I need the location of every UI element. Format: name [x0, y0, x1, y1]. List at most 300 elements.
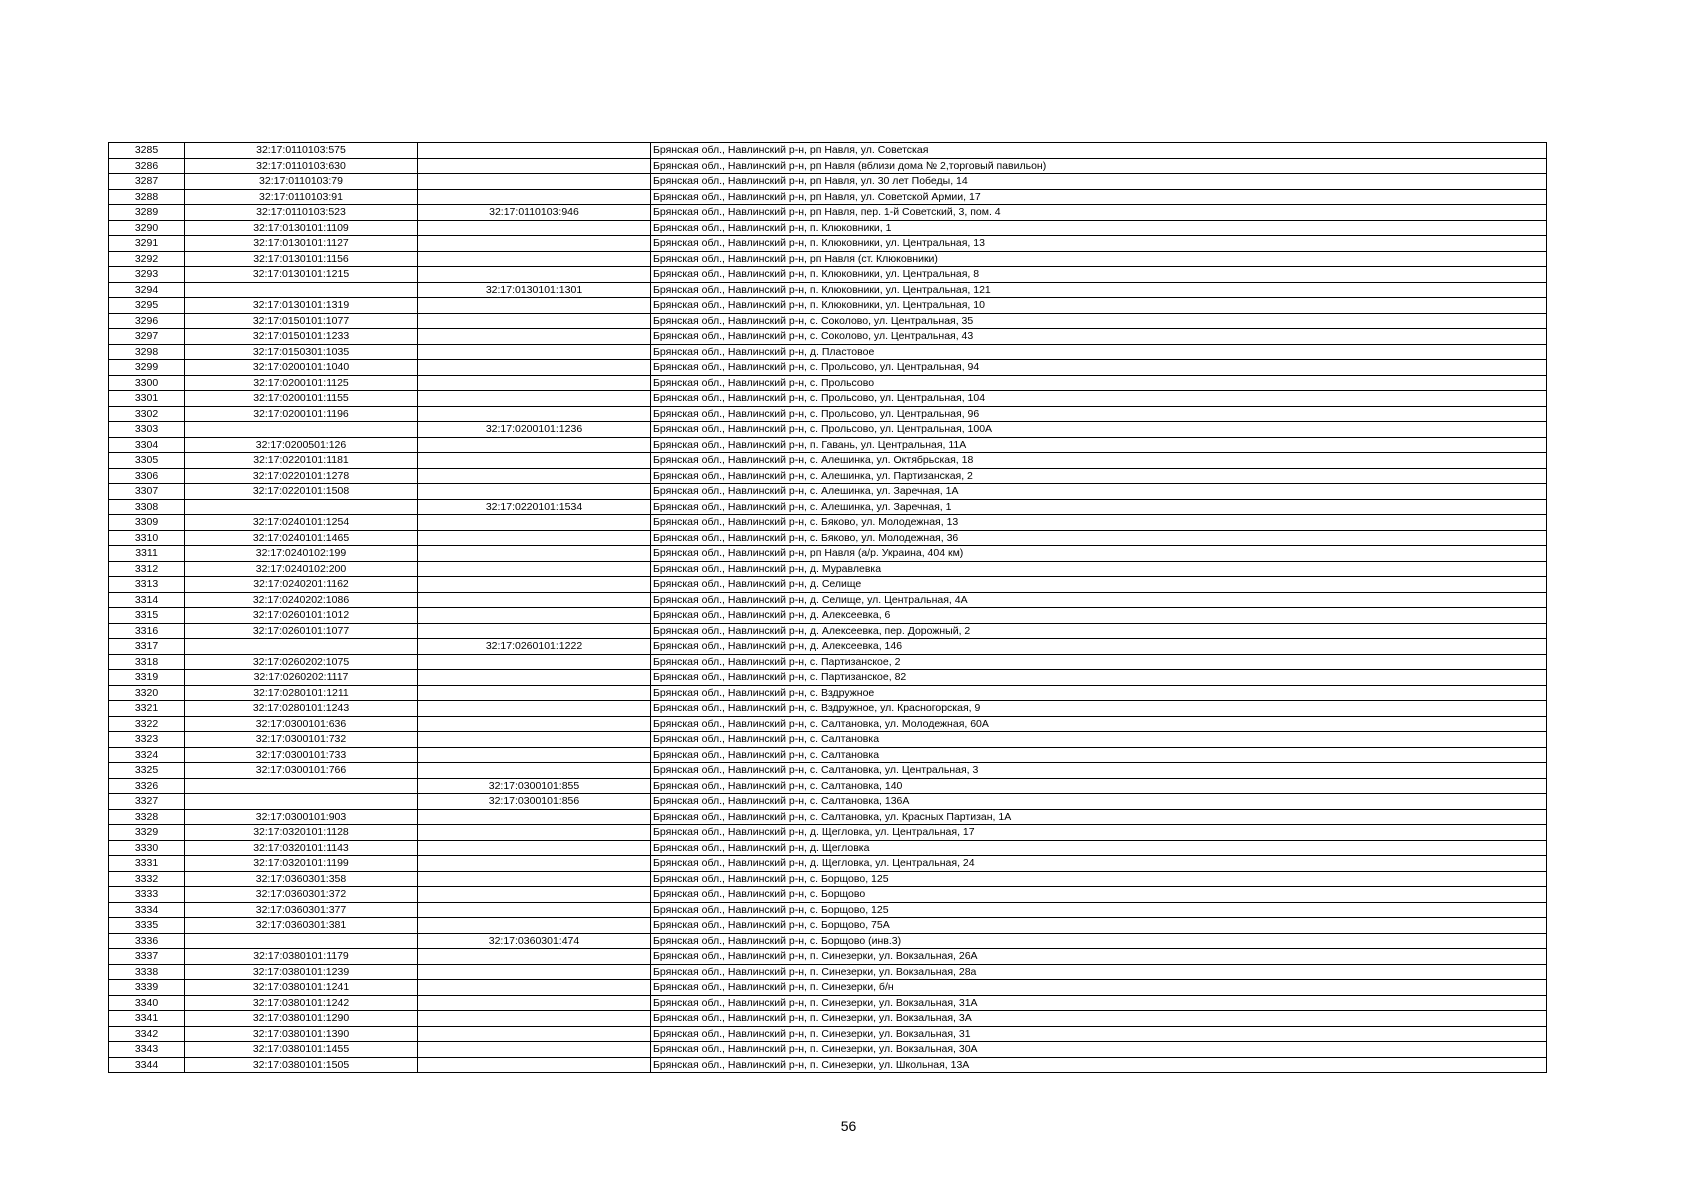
table-row — [109, 639, 1547, 655]
cadastral-number-cell: 32:17:0300101:733 — [185, 747, 418, 763]
address-cell: Брянская обл., Навлинский р-н, с. Прольсово, ул. Центральная, 100А — [651, 422, 1547, 438]
property-table — [108, 142, 1547, 1073]
related-cadastral-number-cell — [418, 1026, 651, 1042]
related-cadastral-number-cell — [418, 577, 651, 593]
row-number-cell: 3334 — [109, 902, 185, 918]
table-row — [109, 143, 1547, 159]
row-number-cell: 3300 — [109, 375, 185, 391]
cadastral-number-cell: 32:17:0240102:200 — [185, 561, 418, 577]
table-row — [109, 375, 1547, 391]
table-row — [109, 980, 1547, 996]
table-row — [109, 1026, 1547, 1042]
address-cell: Брянская обл., Навлинский р-н, д. Щегловка, ул. Центральная, 24 — [651, 856, 1547, 872]
cadastral-number-cell: 32:17:0380101:1455 — [185, 1042, 418, 1058]
page-number: 56 — [840, 1118, 857, 1134]
related-cadastral-number-cell — [418, 623, 651, 639]
address-cell: Брянская обл., Навлинский р-н, д. Щегловка, ул. Центральная, 17 — [651, 825, 1547, 841]
address-cell: Брянская обл., Навлинский р-н, рп Навля (вблизи дома № 2,торговый павильон) — [651, 158, 1547, 174]
related-cadastral-number-cell — [418, 437, 651, 453]
cadastral-number-cell — [185, 794, 418, 810]
row-number-cell: 3290 — [109, 220, 185, 236]
row-number-cell: 3297 — [109, 329, 185, 345]
table-row — [109, 794, 1547, 810]
address-cell: Брянская обл., Навлинский р-н, с. Алешинка, ул. Партизанская, 2 — [651, 468, 1547, 484]
related-cadastral-number-cell — [418, 685, 651, 701]
cadastral-number-cell: 32:17:0110103:79 — [185, 174, 418, 190]
table-row — [109, 933, 1547, 949]
row-number-cell: 3318 — [109, 654, 185, 670]
table-row — [109, 422, 1547, 438]
table-row — [109, 313, 1547, 329]
address-cell: Брянская обл., Навлинский р-н, рп Навля (а/р. Украина, 404 км) — [651, 546, 1547, 562]
cadastral-number-cell: 32:17:0300101:732 — [185, 732, 418, 748]
row-number-cell: 3289 — [109, 205, 185, 221]
table-row — [109, 406, 1547, 422]
cadastral-number-cell: 32:17:0320101:1143 — [185, 840, 418, 856]
address-cell: Брянская обл., Навлинский р-н, рп Навля, ул. Советской Армии, 17 — [651, 189, 1547, 205]
address-cell: Брянская обл., Навлинский р-н, с. Салтановка, ул. Центральная, 3 — [651, 763, 1547, 779]
address-cell: Брянская обл., Навлинский р-н, д. Алексеевка, 146 — [651, 639, 1547, 655]
cadastral-number-cell: 32:17:0240101:1254 — [185, 515, 418, 531]
address-cell: Брянская обл., Навлинский р-н, д. Щегловка — [651, 840, 1547, 856]
address-cell: Брянская обл., Навлинский р-н, с. Прольсово — [651, 375, 1547, 391]
cadastral-number-cell: 32:17:0130101:1319 — [185, 298, 418, 314]
related-cadastral-number-cell — [418, 732, 651, 748]
row-number-cell: 3305 — [109, 453, 185, 469]
address-cell: Брянская обл., Навлинский р-н, с. Прольсово, ул. Центральная, 104 — [651, 391, 1547, 407]
related-cadastral-number-cell — [418, 592, 651, 608]
related-cadastral-number-cell — [418, 174, 651, 190]
cadastral-number-cell: 32:17:0380101:1179 — [185, 949, 418, 965]
cadastral-number-cell: 32:17:0240102:199 — [185, 546, 418, 562]
cadastral-number-cell: 32:17:0200501:126 — [185, 437, 418, 453]
cadastral-number-cell: 32:17:0150301:1035 — [185, 344, 418, 360]
row-number-cell: 3316 — [109, 623, 185, 639]
table-row — [109, 623, 1547, 639]
address-cell: Брянская обл., Навлинский р-н, п. Синезерки, ул. Вокзальная, 31А — [651, 995, 1547, 1011]
row-number-cell: 3335 — [109, 918, 185, 934]
address-cell: Брянская обл., Навлинский р-н, п. Синезерки, ул. Вокзальная, 26А — [651, 949, 1547, 965]
table-row — [109, 1057, 1547, 1073]
table-row — [109, 918, 1547, 934]
row-number-cell: 3322 — [109, 716, 185, 732]
row-number-cell: 3306 — [109, 468, 185, 484]
row-number-cell: 3286 — [109, 158, 185, 174]
table-row — [109, 856, 1547, 872]
cadastral-number-cell: 32:17:0380101:1505 — [185, 1057, 418, 1073]
cadastral-number-cell: 32:17:0110103:523 — [185, 205, 418, 221]
address-cell: Брянская обл., Навлинский р-н, с. Салтановка, 136А — [651, 794, 1547, 810]
table-row — [109, 236, 1547, 252]
cadastral-number-cell: 32:17:0380101:1239 — [185, 964, 418, 980]
related-cadastral-number-cell — [418, 654, 651, 670]
related-cadastral-number-cell — [418, 918, 651, 934]
cadastral-number-cell: 32:17:0300101:903 — [185, 809, 418, 825]
related-cadastral-number-cell — [418, 561, 651, 577]
cadastral-number-cell: 32:17:0220101:1181 — [185, 453, 418, 469]
table-row — [109, 763, 1547, 779]
address-cell: Брянская обл., Навлинский р-н, с. Борщово (инв.3) — [651, 933, 1547, 949]
row-number-cell: 3338 — [109, 964, 185, 980]
row-number-cell: 3343 — [109, 1042, 185, 1058]
row-number-cell: 3287 — [109, 174, 185, 190]
table-row — [109, 546, 1547, 562]
cadastral-number-cell: 32:17:0280101:1211 — [185, 685, 418, 701]
row-number-cell: 3327 — [109, 794, 185, 810]
related-cadastral-number-cell — [418, 298, 651, 314]
cadastral-number-cell: 32:17:0260202:1075 — [185, 654, 418, 670]
row-number-cell: 3325 — [109, 763, 185, 779]
row-number-cell: 3285 — [109, 143, 185, 159]
table-row — [109, 995, 1547, 1011]
cadastral-number-cell: 32:17:0130101:1156 — [185, 251, 418, 267]
related-cadastral-number-cell — [418, 158, 651, 174]
property-table-body — [109, 143, 1547, 1073]
table-row — [109, 189, 1547, 205]
related-cadastral-number-cell — [418, 763, 651, 779]
address-cell: Брянская обл., Навлинский р-н, с. Алешинка, ул. Заречная, 1 — [651, 499, 1547, 515]
related-cadastral-number-cell: 32:17:0200101:1236 — [418, 422, 651, 438]
related-cadastral-number-cell — [418, 484, 651, 500]
row-number-cell: 3332 — [109, 871, 185, 887]
table-row — [109, 840, 1547, 856]
row-number-cell: 3288 — [109, 189, 185, 205]
row-number-cell: 3315 — [109, 608, 185, 624]
table-row — [109, 515, 1547, 531]
cadastral-number-cell: 32:17:0360301:372 — [185, 887, 418, 903]
related-cadastral-number-cell — [418, 189, 651, 205]
table-row — [109, 670, 1547, 686]
address-cell: Брянская обл., Навлинский р-н, с. Бяково, ул. Молодежная, 36 — [651, 530, 1547, 546]
table-row — [109, 732, 1547, 748]
table-row — [109, 685, 1547, 701]
table-row — [109, 561, 1547, 577]
address-cell: Брянская обл., Навлинский р-н, с. Салтановка, ул. Молодежная, 60А — [651, 716, 1547, 732]
cadastral-number-cell: 32:17:0130101:1215 — [185, 267, 418, 283]
address-cell: Брянская обл., Навлинский р-н, д. Селище, ул. Центральная, 4А — [651, 592, 1547, 608]
row-number-cell: 3312 — [109, 561, 185, 577]
related-cadastral-number-cell — [418, 468, 651, 484]
row-number-cell: 3342 — [109, 1026, 185, 1042]
cadastral-number-cell: 32:17:0150101:1233 — [185, 329, 418, 345]
address-cell: Брянская обл., Навлинский р-н, п. Синезерки, ул. Вокзальная, 31 — [651, 1026, 1547, 1042]
address-cell: Брянская обл., Навлинский р-н, д. Алексеевка, 6 — [651, 608, 1547, 624]
row-number-cell: 3314 — [109, 592, 185, 608]
row-number-cell: 3298 — [109, 344, 185, 360]
address-cell: Брянская обл., Навлинский р-н, д. Селище — [651, 577, 1547, 593]
related-cadastral-number-cell — [418, 980, 651, 996]
related-cadastral-number-cell — [418, 840, 651, 856]
row-number-cell: 3309 — [109, 515, 185, 531]
row-number-cell: 3292 — [109, 251, 185, 267]
address-cell: Брянская обл., Навлинский р-н, рп Навля, пер. 1-й Советский, 3, пом. 4 — [651, 205, 1547, 221]
cadastral-number-cell: 32:17:0380101:1242 — [185, 995, 418, 1011]
cadastral-number-cell: 32:17:0110103:91 — [185, 189, 418, 205]
address-cell: Брянская обл., Навлинский р-н, рп Навля (ст. Клюковники) — [651, 251, 1547, 267]
cadastral-number-cell: 32:17:0150101:1077 — [185, 313, 418, 329]
related-cadastral-number-cell — [418, 809, 651, 825]
cadastral-number-cell: 32:17:0360301:377 — [185, 902, 418, 918]
cadastral-number-cell: 32:17:0240101:1465 — [185, 530, 418, 546]
table-row — [109, 298, 1547, 314]
table-row — [109, 778, 1547, 794]
row-number-cell: 3303 — [109, 422, 185, 438]
related-cadastral-number-cell — [418, 747, 651, 763]
address-cell: Брянская обл., Навлинский р-н, п. Гавань, ул. Центральная, 11А — [651, 437, 1547, 453]
table-row — [109, 329, 1547, 345]
address-cell: Брянская обл., Навлинский р-н, д. Пластовое — [651, 344, 1547, 360]
table-row — [109, 592, 1547, 608]
cadastral-number-cell: 32:17:0240201:1162 — [185, 577, 418, 593]
table-row — [109, 1042, 1547, 1058]
cadastral-number-cell: 32:17:0380101:1390 — [185, 1026, 418, 1042]
cadastral-number-cell: 32:17:0200101:1196 — [185, 406, 418, 422]
table-row — [109, 716, 1547, 732]
row-number-cell: 3323 — [109, 732, 185, 748]
row-number-cell: 3329 — [109, 825, 185, 841]
row-number-cell: 3295 — [109, 298, 185, 314]
address-cell: Брянская обл., Навлинский р-н, с. Соколово, ул. Центральная, 35 — [651, 313, 1547, 329]
address-cell: Брянская обл., Навлинский р-н, п. Синезерки, ул. Вокзальная, 3А — [651, 1011, 1547, 1027]
table-row — [109, 608, 1547, 624]
row-number-cell: 3307 — [109, 484, 185, 500]
table-row — [109, 871, 1547, 887]
table-row — [109, 809, 1547, 825]
related-cadastral-number-cell — [418, 871, 651, 887]
table-row — [109, 158, 1547, 174]
row-number-cell: 3313 — [109, 577, 185, 593]
related-cadastral-number-cell — [418, 360, 651, 376]
address-cell: Брянская обл., Навлинский р-н, рп Навля, ул. Советская — [651, 143, 1547, 159]
cadastral-number-cell: 32:17:0260101:1077 — [185, 623, 418, 639]
related-cadastral-number-cell — [418, 546, 651, 562]
table-row — [109, 251, 1547, 267]
cadastral-number-cell: 32:17:0360301:381 — [185, 918, 418, 934]
table-row — [109, 654, 1547, 670]
table-row — [109, 701, 1547, 717]
related-cadastral-number-cell: 32:17:0130101:1301 — [418, 282, 651, 298]
related-cadastral-number-cell — [418, 313, 651, 329]
row-number-cell: 3320 — [109, 685, 185, 701]
cadastral-number-cell: 32:17:0380101:1241 — [185, 980, 418, 996]
address-cell: Брянская обл., Навлинский р-н, с. Алешинка, ул. Октябрьская, 18 — [651, 453, 1547, 469]
cadastral-number-cell — [185, 282, 418, 298]
related-cadastral-number-cell — [418, 406, 651, 422]
property-table-container — [108, 142, 1547, 1073]
row-number-cell: 3291 — [109, 236, 185, 252]
cadastral-number-cell: 32:17:0220101:1508 — [185, 484, 418, 500]
related-cadastral-number-cell: 32:17:0110103:946 — [418, 205, 651, 221]
table-row — [109, 577, 1547, 593]
related-cadastral-number-cell — [418, 902, 651, 918]
table-row — [109, 344, 1547, 360]
row-number-cell: 3311 — [109, 546, 185, 562]
cadastral-number-cell: 32:17:0300101:636 — [185, 716, 418, 732]
related-cadastral-number-cell — [418, 825, 651, 841]
address-cell: Брянская обл., Навлинский р-н, п. Клюковники, ул. Центральная, 8 — [651, 267, 1547, 283]
row-number-cell: 3294 — [109, 282, 185, 298]
address-cell: Брянская обл., Навлинский р-н, с. Бяково, ул. Молодежная, 13 — [651, 515, 1547, 531]
cadastral-number-cell — [185, 639, 418, 655]
row-number-cell: 3310 — [109, 530, 185, 546]
related-cadastral-number-cell: 32:17:0260101:1222 — [418, 639, 651, 655]
address-cell: Брянская обл., Навлинский р-н, с. Прольсово, ул. Центральная, 96 — [651, 406, 1547, 422]
cadastral-number-cell: 32:17:0110103:630 — [185, 158, 418, 174]
address-cell: Брянская обл., Навлинский р-н, рп Навля, ул. 30 лет Победы, 14 — [651, 174, 1547, 190]
row-number-cell: 3341 — [109, 1011, 185, 1027]
related-cadastral-number-cell — [418, 329, 651, 345]
related-cadastral-number-cell — [418, 1042, 651, 1058]
row-number-cell: 3296 — [109, 313, 185, 329]
row-number-cell: 3331 — [109, 856, 185, 872]
related-cadastral-number-cell — [418, 143, 651, 159]
cadastral-number-cell: 32:17:0130101:1109 — [185, 220, 418, 236]
address-cell: Брянская обл., Навлинский р-н, с. Вздружное, ул. Красногорская, 9 — [651, 701, 1547, 717]
related-cadastral-number-cell — [418, 995, 651, 1011]
table-row — [109, 887, 1547, 903]
cadastral-number-cell: 32:17:0200101:1040 — [185, 360, 418, 376]
cadastral-number-cell: 32:17:0220101:1278 — [185, 468, 418, 484]
table-row — [109, 902, 1547, 918]
address-cell: Брянская обл., Навлинский р-н, с. Вздружное — [651, 685, 1547, 701]
related-cadastral-number-cell: 32:17:0220101:1534 — [418, 499, 651, 515]
address-cell: Брянская обл., Навлинский р-н, д. Муравлевка — [651, 561, 1547, 577]
related-cadastral-number-cell: 32:17:0300101:856 — [418, 794, 651, 810]
related-cadastral-number-cell — [418, 670, 651, 686]
row-number-cell: 3299 — [109, 360, 185, 376]
related-cadastral-number-cell — [418, 964, 651, 980]
address-cell: Брянская обл., Навлинский р-н, с. Соколово, ул. Центральная, 43 — [651, 329, 1547, 345]
table-row — [109, 468, 1547, 484]
table-row — [109, 453, 1547, 469]
related-cadastral-number-cell — [418, 949, 651, 965]
address-cell: Брянская обл., Навлинский р-н, п. Клюковники, ул. Центральная, 13 — [651, 236, 1547, 252]
row-number-cell: 3328 — [109, 809, 185, 825]
related-cadastral-number-cell — [418, 515, 651, 531]
cadastral-number-cell: 32:17:0360301:358 — [185, 871, 418, 887]
related-cadastral-number-cell — [418, 453, 651, 469]
table-row — [109, 949, 1547, 965]
row-number-cell: 3330 — [109, 840, 185, 856]
cadastral-number-cell: 32:17:0200101:1125 — [185, 375, 418, 391]
related-cadastral-number-cell — [418, 251, 651, 267]
address-cell: Брянская обл., Навлинский р-н, п. Синезерки, ул. Школьная, 13А — [651, 1057, 1547, 1073]
cadastral-number-cell: 32:17:0320101:1199 — [185, 856, 418, 872]
row-number-cell: 3293 — [109, 267, 185, 283]
table-row — [109, 267, 1547, 283]
related-cadastral-number-cell — [418, 530, 651, 546]
address-cell: Брянская обл., Навлинский р-н, с. Салтановка — [651, 747, 1547, 763]
related-cadastral-number-cell — [418, 220, 651, 236]
table-row — [109, 499, 1547, 515]
address-cell: Брянская обл., Навлинский р-н, п. Клюковники, ул. Центральная, 10 — [651, 298, 1547, 314]
table-row — [109, 747, 1547, 763]
table-row — [109, 360, 1547, 376]
address-cell: Брянская обл., Навлинский р-н, п. Синезерки, б/н — [651, 980, 1547, 996]
related-cadastral-number-cell — [418, 608, 651, 624]
address-cell: Брянская обл., Навлинский р-н, с. Салтановка — [651, 732, 1547, 748]
cadastral-number-cell: 32:17:0260202:1117 — [185, 670, 418, 686]
related-cadastral-number-cell — [418, 391, 651, 407]
table-row — [109, 220, 1547, 236]
cadastral-number-cell: 32:17:0200101:1155 — [185, 391, 418, 407]
table-row — [109, 437, 1547, 453]
cadastral-number-cell — [185, 499, 418, 515]
cadastral-number-cell — [185, 422, 418, 438]
related-cadastral-number-cell — [418, 716, 651, 732]
related-cadastral-number-cell — [418, 375, 651, 391]
related-cadastral-number-cell — [418, 236, 651, 252]
row-number-cell: 3308 — [109, 499, 185, 515]
row-number-cell: 3324 — [109, 747, 185, 763]
table-row — [109, 282, 1547, 298]
cadastral-number-cell — [185, 778, 418, 794]
table-row — [109, 174, 1547, 190]
cadastral-number-cell: 32:17:0260101:1012 — [185, 608, 418, 624]
row-number-cell: 3337 — [109, 949, 185, 965]
table-row — [109, 205, 1547, 221]
table-row — [109, 391, 1547, 407]
related-cadastral-number-cell — [418, 856, 651, 872]
related-cadastral-number-cell — [418, 1057, 651, 1073]
related-cadastral-number-cell: 32:17:0360301:474 — [418, 933, 651, 949]
row-number-cell: 3302 — [109, 406, 185, 422]
cadastral-number-cell: 32:17:0300101:766 — [185, 763, 418, 779]
address-cell: Брянская обл., Навлинский р-н, с. Алешинка, ул. Заречная, 1А — [651, 484, 1547, 500]
table-row — [109, 1011, 1547, 1027]
row-number-cell: 3319 — [109, 670, 185, 686]
related-cadastral-number-cell — [418, 1011, 651, 1027]
address-cell: Брянская обл., Навлинский р-н, п. Синезерки, ул. Вокзальная, 28а — [651, 964, 1547, 980]
row-number-cell: 3344 — [109, 1057, 185, 1073]
address-cell: Брянская обл., Навлинский р-н, с. Борщово, 125 — [651, 902, 1547, 918]
address-cell: Брянская обл., Навлинский р-н, с. Борщово — [651, 887, 1547, 903]
row-number-cell: 3336 — [109, 933, 185, 949]
related-cadastral-number-cell — [418, 267, 651, 283]
row-number-cell: 3333 — [109, 887, 185, 903]
cadastral-number-cell: 32:17:0110103:575 — [185, 143, 418, 159]
address-cell: Брянская обл., Навлинский р-н, с. Партизанское, 2 — [651, 654, 1547, 670]
address-cell: Брянская обл., Навлинский р-н, д. Алексеевка, пер. Дорожный, 2 — [651, 623, 1547, 639]
cadastral-number-cell: 32:17:0240202:1086 — [185, 592, 418, 608]
cadastral-number-cell: 32:17:0320101:1128 — [185, 825, 418, 841]
address-cell: Брянская обл., Навлинский р-н, с. Салтановка, 140 — [651, 778, 1547, 794]
row-number-cell: 3301 — [109, 391, 185, 407]
related-cadastral-number-cell — [418, 701, 651, 717]
related-cadastral-number-cell — [418, 887, 651, 903]
address-cell: Брянская обл., Навлинский р-н, п. Клюковники, 1 — [651, 220, 1547, 236]
address-cell: Брянская обл., Навлинский р-н, п. Клюковники, ул. Центральная, 121 — [651, 282, 1547, 298]
row-number-cell: 3304 — [109, 437, 185, 453]
row-number-cell: 3340 — [109, 995, 185, 1011]
cadastral-number-cell: 32:17:0380101:1290 — [185, 1011, 418, 1027]
related-cadastral-number-cell: 32:17:0300101:855 — [418, 778, 651, 794]
row-number-cell: 3321 — [109, 701, 185, 717]
table-row — [109, 484, 1547, 500]
address-cell: Брянская обл., Навлинский р-н, с. Борщово, 125 — [651, 871, 1547, 887]
cadastral-number-cell: 32:17:0130101:1127 — [185, 236, 418, 252]
row-number-cell: 3339 — [109, 980, 185, 996]
cadastral-number-cell — [185, 933, 418, 949]
cadastral-number-cell: 32:17:0280101:1243 — [185, 701, 418, 717]
address-cell: Брянская обл., Навлинский р-н, с. Борщово, 75А — [651, 918, 1547, 934]
table-row — [109, 825, 1547, 841]
table-row — [109, 530, 1547, 546]
row-number-cell: 3317 — [109, 639, 185, 655]
related-cadastral-number-cell — [418, 344, 651, 360]
address-cell: Брянская обл., Навлинский р-н, с. Салтановка, ул. Красных Партизан, 1А — [651, 809, 1547, 825]
address-cell: Брянская обл., Навлинский р-н, с. Прольсово, ул. Центральная, 94 — [651, 360, 1547, 376]
